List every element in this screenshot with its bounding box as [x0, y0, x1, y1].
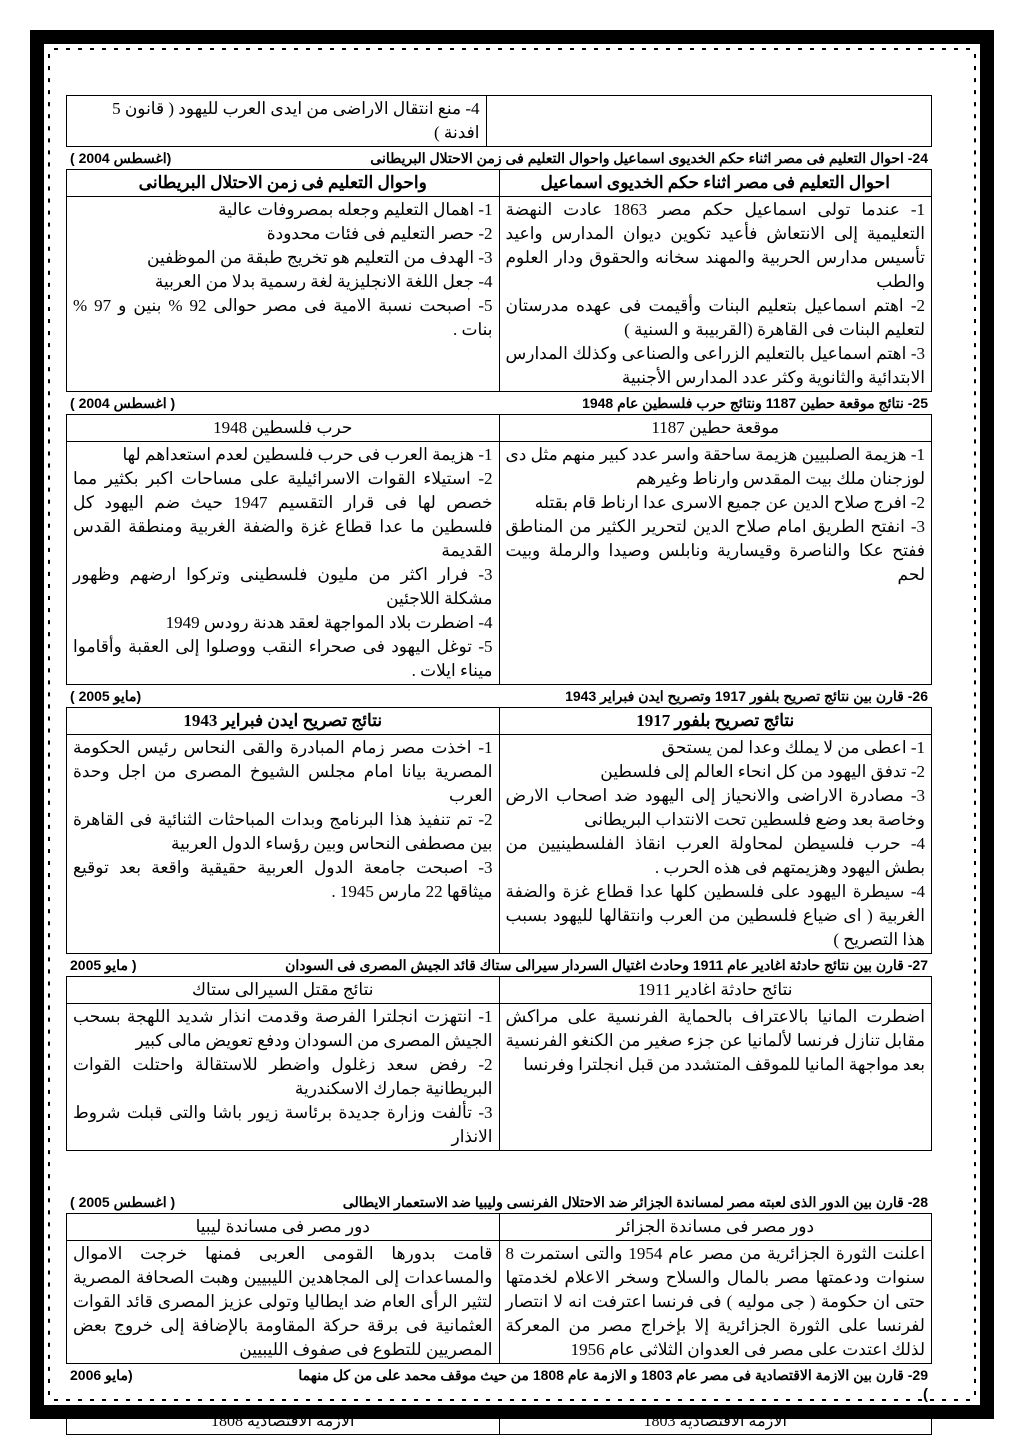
list-item: 1- اخذت مصر زمام المبادرة والقى النحاس رئيس الحكومة المصرية بيانا امام مجلس الشيوخ المصرى من اجل وحدة العرب: [73, 738, 493, 805]
q28-left-head: دور مصر فى مساندة ليبيا: [67, 1214, 500, 1241]
list-item: 2- تدفق اليهود من كل انحاء العالم إلى فلسطين: [600, 762, 925, 781]
q28-title-row: [66, 1191, 932, 1213]
q27-table: [66, 976, 932, 1151]
q28-left-cell: [67, 1241, 500, 1364]
list-item: 2- تم تنفيذ هذا البرنامج وبدات المباحثات الثنائية فى القاهرة بين مصطفى النحاس وبين رؤساء الدول العربية: [73, 810, 493, 853]
q29-right-head: الازمة الاقتصادية 1803: [499, 1410, 932, 1435]
q23-tail-table: [66, 95, 932, 147]
q29-date-tail: ): [923, 1386, 928, 1403]
q26-table: [66, 707, 932, 954]
q25-right-cell: [499, 442, 932, 685]
q29-left-head: الازمة الاقتصادية 1808: [67, 1410, 500, 1435]
q26-right-cell: [499, 735, 932, 954]
q27-date: ( مايو 2005: [70, 957, 137, 973]
q25-left-head: حرب فلسطين 1948: [67, 415, 500, 442]
q29-title: 29- قارن بين الازمة الاقتصادية فى مصر عام 1803 و الازمة عام 1808 من حيث موقف محمد على من كل منهما: [298, 1367, 928, 1383]
q26-title: 26- قارن بين نتائج تصريح بلفور 1917 وتصريح ايدن فبراير 1943: [565, 688, 928, 704]
q27-right-cell: [499, 1004, 932, 1151]
list-item: قامت بدورها القومى العربى فمنها خرجت الاموال والمساعدات إلى المجاهدين الليبيين وهبت الصحافة المصرية لتثير الرأى العام ضد ايطاليا وتولى عزيز المصرى قائد القوات العثمانية فى برقة حركة المقاومة بالإضافة إلى خروج بعض المصريين للتطوع فى صفوف الليبيين: [73, 1244, 493, 1359]
list-item: 1- اهمال التعليم وجعله بمصروفات عالية: [218, 200, 493, 219]
list-item: 1- اعطى من لا يملك وعدا لمن يستحق: [661, 738, 925, 757]
q26-left-cell: [67, 735, 500, 954]
list-item: 4- حرب فلسيطن لمحاولة العرب انقاذ الفلسطينيين من بطش اليهود وهزيمتهم فى هذه الحرب .: [505, 834, 925, 877]
list-item: 1- عندما تولى اسماعيل حكم مصر 1863 عادت النهضة التعليمية إلى الانتعاش فأعيد تكوين ديوان المدارس واعيد تأسيس مدارس الحربية والمهند سخانه والحقوق ودار العلوم والطب: [505, 200, 925, 291]
q29-title-row: [66, 1364, 932, 1386]
q24-title-row: [66, 147, 932, 169]
q27-title-row: [66, 954, 932, 976]
q25-date: ( اغسطس 2004 ): [70, 395, 176, 411]
section-gap: [66, 1151, 932, 1191]
list-item: 4- سيطرة اليهود على فلسطين كلها عدا قطاع غزة والضفة الغربية ( اى ضياع فلسطين من العرب وانتقالها لليهود بسبب هذا التصريح ): [505, 882, 925, 949]
q26-title-row: [66, 685, 932, 707]
q27-left-head: نتائج مقتل السيرالى ستاك: [67, 977, 500, 1004]
q24-left-head: واحوال التعليم فى زمن الاحتلال البريطانى: [67, 170, 500, 197]
q25-title-row: [66, 392, 932, 414]
list-item: 2- رفض سعد زغلول واضطر للاستقالة واحتلت القوات البريطانية جمارك الاسكندرية: [73, 1055, 493, 1098]
list-item: اعلنت الثورة الجزائرية من مصر عام 1954 والتى استمرت 8 سنوات ودعمتها مصر بالمال والسلاح وسخر الاعلام لخدمتها حتى ان حكومة ( جى موليه ) فى فرنسا اعترفت انه لا انتصار لفرنسا على الثورة الجزائرية إلا بإخراج مصر من المعركة لذلك اعتدت على مصر فى العدوان الثلاثى عام 1956: [505, 1244, 925, 1359]
q25-left-cell: [67, 442, 500, 685]
q25-title: 25- نتائج موقعة حطين 1187 ونتائج حرب فلسطين عام 1948: [582, 395, 928, 411]
q24-title: 24- احوال التعليم فى مصر اثناء حكم الخديوى اسماعيل واحوال التعليم فى زمن الاحتلال البريطانى: [370, 150, 928, 166]
list-item: 5- اصبحت نسبة الامية فى مصر حوالى 92 % بنين و 97 % بنات .: [73, 296, 493, 339]
q29-table: [66, 1409, 932, 1435]
list-item: 3- اهتم اسماعيل بالتعليم الزراعى والصناعى وكذلك المدارس الابتدائية والثانوية وكثر عدد المدارس الأجنبية: [505, 344, 925, 387]
list-item: 5- توغل اليهود فى صحراء النقب ووصلوا إلى العقبة وأقاموا ميناء ايلات .: [73, 637, 493, 680]
q24-table: [66, 169, 932, 392]
list-item: 3- انفتح الطريق امام صلاح الدين لتحرير الكثير من المناطق ففتح عكا والناصرة وقيسارية ونابلس وصيدا والرملة وبيت لحم: [505, 517, 925, 584]
q28-title: 28- قارن بين الدور الذى لعبته مصر لمساندة الجزائر ضد الاحتلال الفرنسى وليبيا ضد الاستعمار الايطالى: [342, 1194, 928, 1210]
list-item: 1- هزيمة العرب فى حرب فلسطين لعدم استعداهم لها: [122, 445, 493, 464]
q26-right-head: نتائج تصريح بلفور 1917: [499, 708, 932, 735]
list-item: 4- اضطرت بلاد المواجهة لعقد هدنة رودس 1949: [165, 613, 493, 632]
list-item: 1- هزيمة الصلبيين هزيمة ساحقة واسر عدد كبير منهم مثل دى لوزجنان ملك بيت المقدس وارناط وغيرهم: [505, 445, 925, 488]
list-item: 1- انتهزت انجلترا الفرصة وقدمت انذار شديد اللهجة بسحب الجيش المصرى من السودان ودفع تعويض مالى كبير: [73, 1007, 493, 1050]
q26-date: (مايو 2005 ): [70, 688, 142, 704]
q29-date: (مايو 2006: [70, 1367, 133, 1383]
list-item: 3- اصبحت جامعة الدول العربية حقيقية واقعة بعد توقيع ميثاقها 22 مارس 1945 .: [73, 858, 493, 901]
list-item: 2- افرج صلاح الدين عن جميع الاسرى عدا ارناط قام بقتله: [534, 493, 925, 512]
q28-date: ( اغسطس 2005 ): [70, 1194, 176, 1210]
q27-left-cell: [67, 1004, 500, 1151]
q27-title: 27- قارن بين نتائج حادثة اغادير عام 1911 وحادث اغتيال السردار سيرالى ستاك قائد الجيش المصرى فى السودان: [285, 957, 928, 973]
list-item: 2- اهتم اسماعيل بتعليم البنات وأقيمت فى عهده مدرستان لتعليم البنات فى القاهرة (القربيبة و السنية ): [505, 296, 925, 339]
q28-right-cell: [499, 1241, 932, 1364]
q24-right-cell: [499, 197, 932, 392]
q27-right-head: نتائج حادثة اغادير 1911: [499, 977, 932, 1004]
list-item: اضطرت المانيا بالاعتراف بالحماية الفرنسية على مراكش مقابل تنازل فرنسا لألمانيا عن جزء صغير من الكنغو الفرنسية بعد مواجهة المانيا للموقف المتشدد من قبل انجلترا وفرنسا: [505, 1007, 925, 1074]
q28-right-head: دور مصر فى مساندة الجزائر: [499, 1214, 932, 1241]
q25-table: [66, 414, 932, 685]
q25-right-head: موقعة حطين 1187: [499, 415, 932, 442]
list-item: 3- فرار اكثر من مليون فلسطينى وتركوا ارضهم وظهور مشكلة اللاجئين: [73, 565, 493, 608]
q23-tail-item: 4- منع انتقال الاراضى من ايدى العرب لليهود ( قانون 5 افدنة ): [67, 96, 487, 147]
list-item: 4- جعل اللغة الانجليزية لغة رسمية بدلا من العربية: [154, 272, 493, 291]
q24-left-cell: [67, 197, 500, 392]
q28-table: [66, 1213, 932, 1364]
q26-left-head: نتائج تصريح ايدن فبراير 1943: [67, 708, 500, 735]
q24-right-head: احوال التعليم فى مصر اثناء حكم الخديوى اسماعيل: [499, 170, 932, 197]
q24-date: (اغسطس 2004 ): [70, 150, 172, 166]
list-item: 2- حصر التعليم فى فئات محدودة: [266, 224, 493, 243]
list-item: 3- الهدف من التعليم هو تخريج طبقة من الموظفين: [147, 248, 493, 267]
document-body: [66, 95, 932, 1435]
list-item: 2- استيلاء القوات الاسرائيلية على مساحات اكبر بكثير مما خصص لها فى قرار التقسيم 1947 حيث ضم اليهود كل فلسطين ما عدا قطاع غزة والضفة الغربية ومنطقة القدس القديمة: [73, 469, 493, 560]
list-item: 3- تألفت وزارة جديدة برئاسة زيور باشا والتى قبلت شروط الانذار: [73, 1103, 493, 1146]
list-item: 3- مصادرة الاراضى والانحياز إلى اليهود ضد اصحاب الارض وخاصة بعد وضع فلسطين تحت الانتداب البريطانى: [505, 786, 925, 829]
